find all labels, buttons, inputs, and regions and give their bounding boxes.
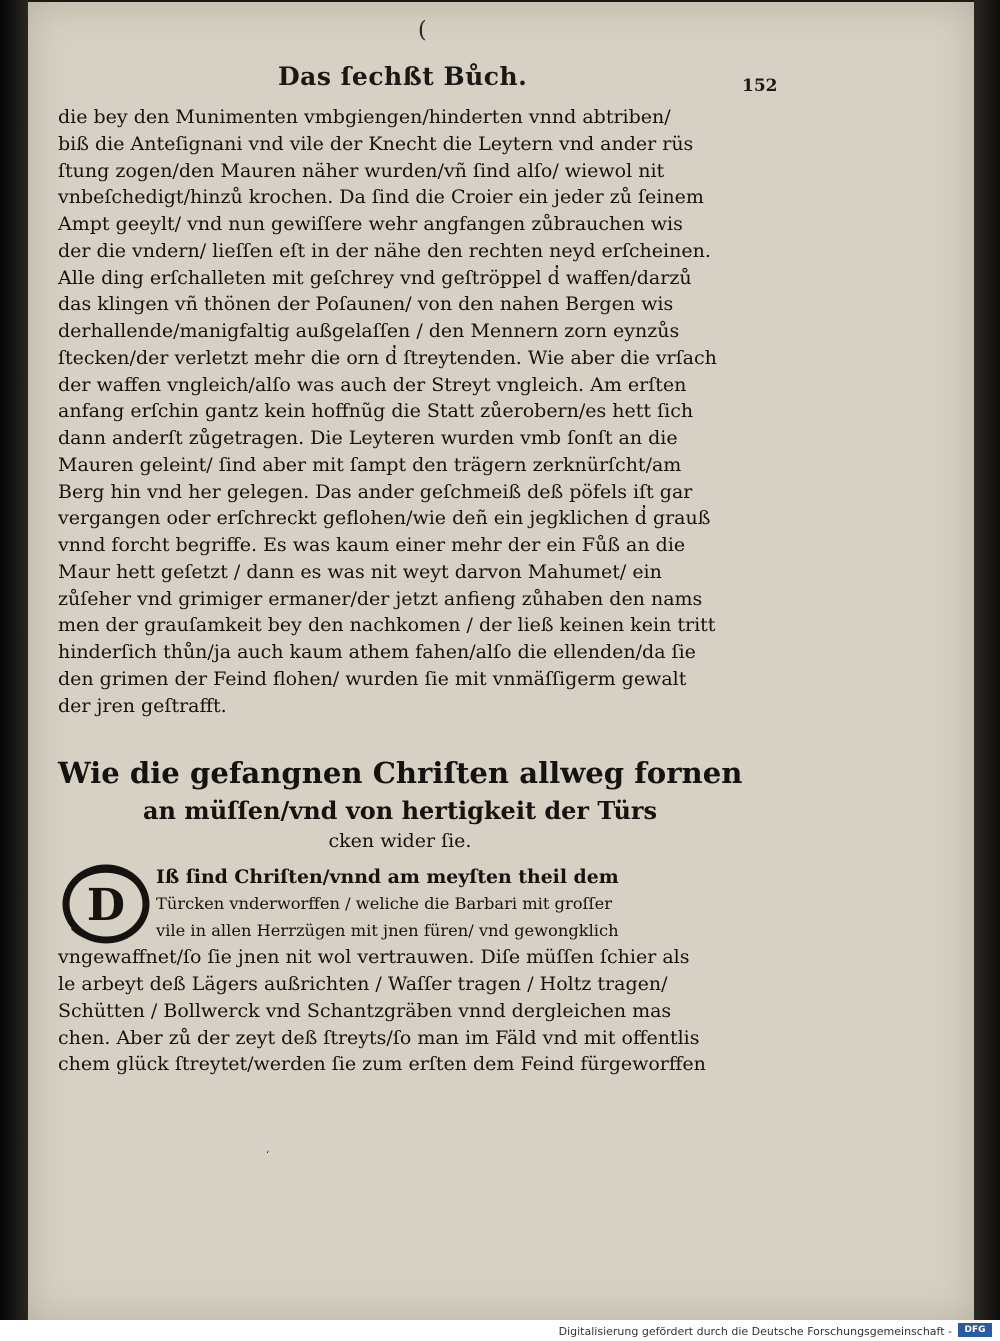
page-edge-shadow — [974, 0, 1000, 1320]
text-line: ſtecken/der verletzt mehr die orn d̓ ſtreytenden. Wie aber die vrſach — [58, 346, 717, 369]
text-line: der die vndern/ lieſſen eſt in der nähe den rechten neyd erſcheinen. — [58, 239, 711, 262]
text-line: Schütten / Bollwerck vnd Schantzgräben vnnd dergleichen mas — [58, 999, 672, 1022]
text-line: Ampt geeylt/ vnd nun gewiſſere wehr angfangen zůbrauchen wis — [58, 213, 683, 235]
text-line: hinderſich thůn/ja auch kaum athem fahen/alſo die ellenden/da ſie — [58, 641, 696, 663]
text-line: le arbeyt deß Lägers außrichten / Waſſer tragen / Holtz tragen/ — [58, 973, 668, 995]
funding-notice: Digitalisierung gefördert durch die Deutsche Forschungsgemeinschaft - — [558, 1325, 952, 1338]
text-line: der waffen vngleich/alſo was auch der Streyt vngleich. Am erſten — [58, 373, 687, 396]
text-line: vile in allen Herrzügen mit jnen füren/ vnd gewongklich — [156, 920, 619, 940]
running-head: Das ſechßt Bůch. — [278, 62, 528, 91]
text-line: Berg hin vnd her gelegen. Das ander geſchmeiß deß pöfels iſt gar — [58, 480, 693, 503]
text-line: men der grauſamkeit bey den nachkomen / der ließ keinen kein tritt — [58, 614, 716, 637]
stray-mark: ‘ — [266, 1150, 270, 1161]
initial-letter: D — [86, 880, 126, 931]
text-line: ſtung zogen/den Mauren näher wurden/vñ ſind alſo/ wiewol nit — [58, 159, 665, 182]
text-line: vergangen oder erſchreckt geflohen/wie deñ ein jegklichen d̓ grauß — [58, 507, 711, 530]
folio-number: 152 — [742, 76, 778, 96]
text-line: Maur hett geſetzt / dann es was nit weyt darvon Mahumet/ ein — [58, 560, 662, 583]
text-line: Mauren geleint/ ſind aber mit ſampt den trägern zerknürſcht/am — [58, 453, 682, 476]
text-line: Türcken vnderworffen / weliche die Barbari mit groſſer — [156, 893, 612, 913]
text-line: vnnd forcht begriffe. Es was kaum einer mehr der ein Fůß an die — [58, 534, 686, 556]
text-line: derhallende/manigfaltig außgelaſſen / den Mennern zorn eynzůs — [58, 320, 680, 342]
heading-line-2: an müſſen/vnd von hertigkeit der Türs — [142, 796, 658, 825]
text-line: zůſeher vnd grimiger ermaner/der jetzt anfieng zůhaben den nams — [58, 587, 703, 610]
heading-line-3: cken wider ſie. — [328, 830, 472, 852]
text-line: biß die Anteſignani vnd vile der Knecht die Leytern vnd ander rüs — [58, 132, 694, 155]
text-line: Alle ding erſchalleten mit geſchrey vnd geſtröppel d̓ waffen/darzů — [58, 266, 692, 289]
text-line: dann anderſt zůgetragen. Die Leyteren wurden vmb ſonſt an die — [58, 427, 678, 449]
text-line: das klingen vñ thönen der Poſaunen/ von den nahen Bergen wis — [58, 293, 674, 316]
text-line: chem glück ſtreytet/werden ſie zum erſten dem Feind fürgeworffen — [58, 1053, 706, 1076]
text-line: Iß ſind Chriſten/vnnd am meyſten theil dem — [156, 866, 619, 888]
paragraph-2 — [58, 864, 742, 1078]
heading-line-1: Wie die gefangnen Chriſten allweg fornen — [58, 756, 743, 790]
binding-edge — [0, 0, 28, 1320]
text-line: anfang erſchin gantz kein hoffnũg die Statt zůerobern/es hett ſich — [58, 400, 694, 423]
text-line: vngewaffnet/ſo ſie jnen nit wol vertrauwen. Diſe müſſen ſchier als — [58, 946, 690, 969]
text-line: chen. Aber zů der zeyt deß ſtreyts/ſo man im Fäld vnd mit offentlis — [58, 1026, 700, 1049]
text-line: vnbeſchedigt/hinzů krochen. Da ſind die Croier ein jeder zů ſeinem — [58, 186, 704, 209]
section-heading — [58, 752, 742, 854]
text-line: der jren geſtrafft. — [58, 694, 227, 717]
text-line: die bey den Munimenten vmbgiengen/hinderten vnnd abtriben/ — [58, 106, 671, 128]
dfg-logo: DFG — [958, 1323, 992, 1337]
top-mark: ( — [418, 18, 427, 43]
text-line: den grimen der Feind flohen/ wurden ſie mit vnmäſſigerm gewalt — [58, 667, 687, 690]
paragraph-1 — [58, 104, 742, 719]
